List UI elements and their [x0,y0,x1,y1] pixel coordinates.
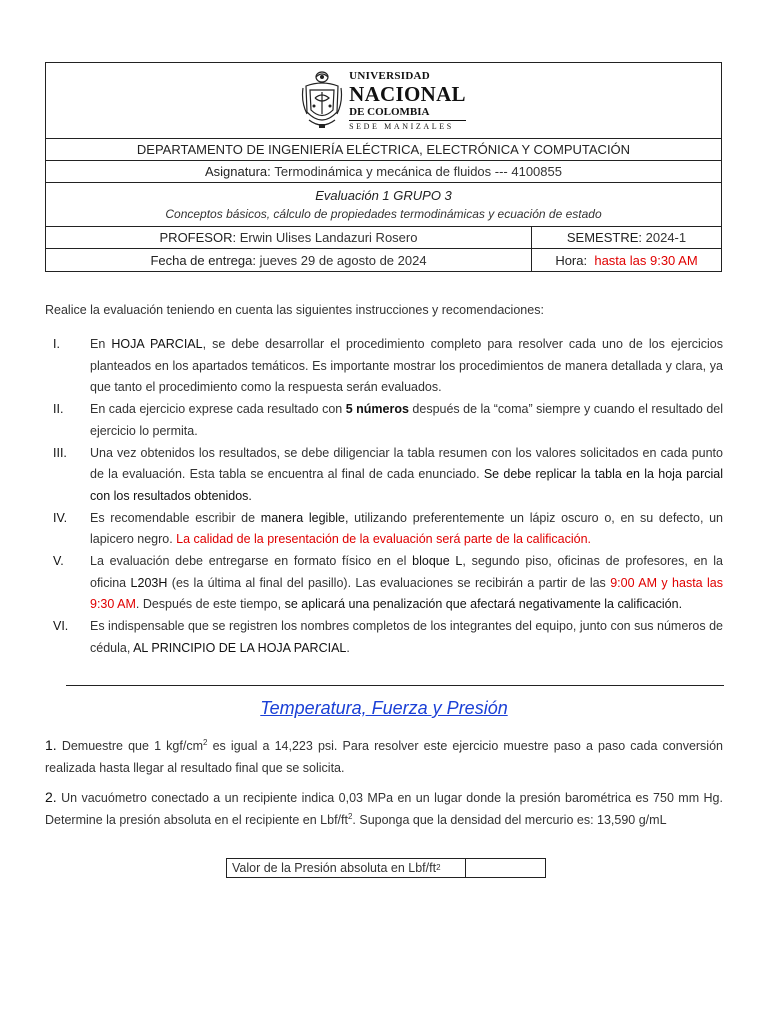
instruction-text [90,334,723,399]
section-title: Temperatura, Fuerza y Presión [260,698,508,718]
instruction-number: I. [53,337,60,351]
text-run: , segundo piso, oficinas de profesores, en la oficina [90,554,723,590]
professor-cell [46,227,532,248]
instruction-text [90,399,723,442]
intro-text: Realice la evaluación teniendo en cuenta las siguientes instrucciones y recomendaciones: [45,303,544,317]
instruction-number: V. [53,554,64,569]
problem-1 [45,735,723,779]
department-name: DEPARTAMENTO DE INGENIERÍA ELÉCTRICA, ELECTRÓNICA Y COMPUTACIÓN [136,142,631,157]
university-wordmark [349,71,466,131]
emphasis-text: manera legible, [260,510,349,525]
instruction-item [45,616,723,659]
emphasis-text: 5 números [345,402,409,417]
date-row [46,249,721,271]
problem-number: 2. [45,789,57,805]
logo-row [46,63,721,139]
semester-label: SEMESTRE: [566,230,642,245]
evaluation-row [46,183,721,227]
text-run: (es la última al final del pasillo). Las evaluaciones se recibirán a partir de las [167,575,611,590]
text-run: Es indispensable que se registren los nombres completos de los integrantes del equipo, junto con sus números de cédula, [90,619,724,655]
emphasis-text: L203H [130,575,168,590]
due-date-label: Fecha de entrega: [150,252,256,268]
text-run: En cada ejercicio exprese cada resultado con [90,402,346,417]
instruction-item [45,399,723,442]
problem-2 [45,787,723,831]
text-run: La evaluación debe entregarse en formato físico en el [90,554,413,569]
due-date-cell [46,249,532,271]
subject-label: Asignatura: [205,164,271,179]
text-run: Una vez obtenidos los resultados, se debe diligenciar la tabla resumen con los valores solicitados en cada punto de la evaluación. Esta tabla se encuentra al final de cada enunciado. [90,445,723,482]
problem-text: Demuestre que 1 kgf/cm [56,739,203,753]
problem-number: 1. [45,737,57,753]
text-run: después de la “coma” siempre y cuando el resultado del ejercicio lo permita. [90,402,723,438]
subject-row [46,161,721,183]
instruction-text [90,616,723,659]
instruction-number: III. [53,445,67,460]
due-date-value: jueves 29 de agosto de 2024 [259,252,427,268]
instruction-number: II. [53,402,64,417]
superscript: 2 [203,737,208,747]
text-run: , se debe desarrollar el procedimiento completo para resolver cada uno de los ejercicios planteados en los apartados temáticos. Es importante mostrar los procedimientos de manera detallada y clara, ya que tanto el procedimiento como la respuesta serán evaluados. [90,337,723,395]
instruction-text [90,443,723,508]
university-line2: NACIONAL [349,81,466,106]
professor-label: PROFESOR: [159,230,237,245]
answer-label: Valor de la Presión absoluta en Lbf/ft [232,861,437,875]
answer-label-cell: Valor de la Presión absoluta en Lbf/ft 2 [227,859,466,877]
university-line3: DE COLOMBIA [349,107,466,121]
answer-value-cell[interactable] [466,859,545,877]
problem-text: Un vacuómetro conectado a un recipiente indica 0,03 MPa en un lugar donde la presión barométrica es 750 mm Hg. Determine la presión absoluta en el recipiente en Lbf/ft [45,791,723,827]
instruction-item [45,443,723,508]
instruction-item [45,334,723,399]
professor-row [46,227,721,249]
emphasis-text: se aplicará una penalización que afectará negativamente la calificación. [284,597,683,612]
instruction-item [45,551,723,616]
text-run: . [346,640,350,655]
coat-of-arms-icon [301,68,343,134]
answer-table [226,858,546,878]
emphasis-text: Se debe replicar la tabla en la hoja parcial con los resultados obtenidos. [90,467,723,503]
header-table [45,62,722,272]
emphasis-text: AL PRINCIPIO DE LA HOJA PARCIAL [133,640,347,655]
instruction-text [90,551,723,616]
instruction-text [90,508,723,551]
emphasis-text: bloque L [412,554,463,569]
evaluation-title: Evaluación 1 GRUPO 3 [315,188,452,203]
instruction-item [45,508,723,551]
university-logo [301,68,466,134]
problem-text: . Suponga que la densidad del mercurio es: 13,590 g/mL [352,812,667,827]
subject-value: Termodinámica y mecánica de fluidos --- 4100855 [274,164,562,179]
department-row [46,139,721,161]
instructions-list [45,334,723,660]
semester-cell [532,227,721,248]
university-campus: SEDE MANIZALES [349,121,454,131]
professor-value: Erwin Ulises Landazuri Rosero [239,230,418,245]
time-label: Hora: [555,252,588,268]
time-cell [532,249,721,271]
evaluation-subtitle: Conceptos básicos, cálculo de propiedades termodinámicas y ecuación de estado [165,207,602,221]
highlight-text: 9:00 AM y hasta las 9:30 AM [90,575,723,612]
text-run: . Después de este tiempo, [135,597,285,612]
instruction-number: IV. [53,510,68,525]
highlight-text: La calidad de la presentación de la evaluación será parte de la calificación. [176,532,592,547]
section-divider [66,685,724,686]
problem-text: es igual a 14,223 psi. Para resolver este ejercicio muestre paso a paso cada conversión realizada hasta llegar al resultado final que se solicita. [45,739,723,775]
university-line1: UNIVERSIDAD [349,69,431,82]
text-run: utilizando preferentemente un lápiz oscuro o, en su defecto, un lapicero negro. [90,510,724,547]
semester-value: 2024-1 [645,230,687,245]
text-run: Es recomendable escribir de [90,510,261,525]
instruction-number: VI. [53,619,69,634]
superscript: 2 [347,811,353,821]
time-value: hasta las 9:30 AM [594,252,698,268]
text-run: En [90,337,112,351]
emphasis-text: HOJA PARCIAL [111,337,203,351]
